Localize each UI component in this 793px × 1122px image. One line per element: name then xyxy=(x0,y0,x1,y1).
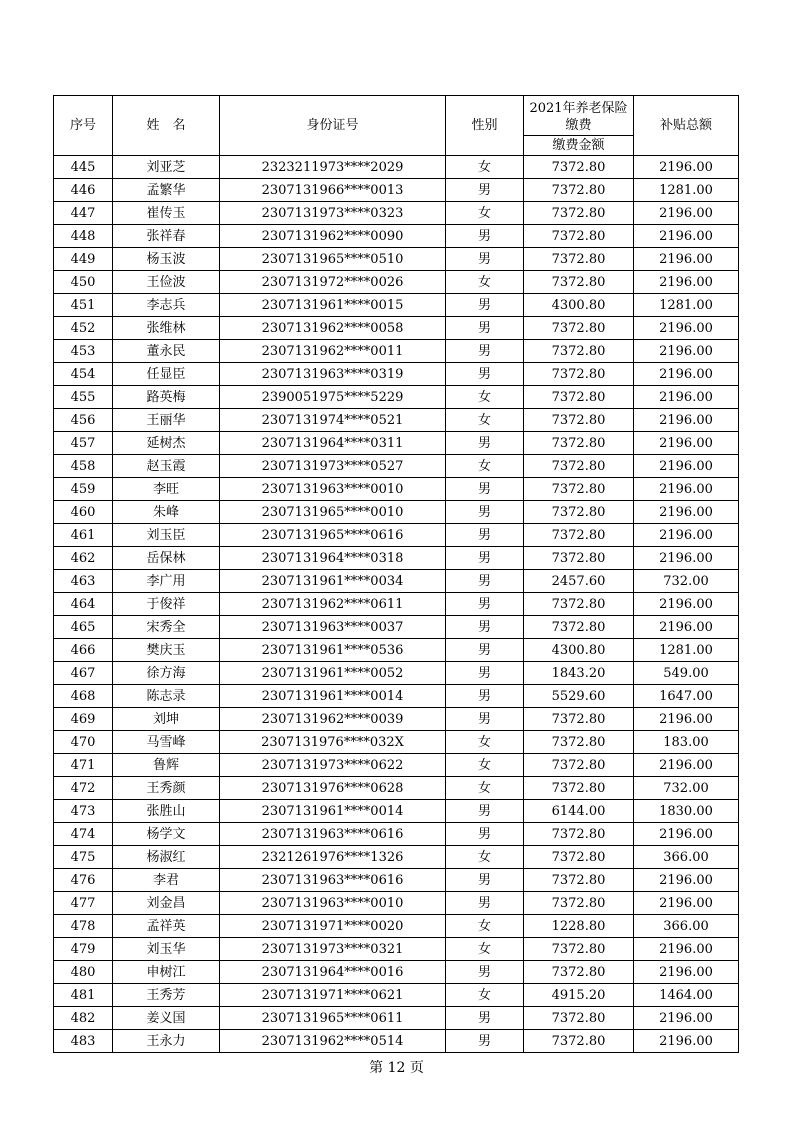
cell-gender: 男 xyxy=(446,501,524,524)
cell-gender: 男 xyxy=(446,639,524,662)
cell-seq: 454 xyxy=(54,363,113,386)
table-row xyxy=(54,777,739,800)
cell-name: 陈志录 xyxy=(113,685,220,708)
cell-payment-amount: 7372.80 xyxy=(524,524,634,547)
cell-payment-amount: 7372.80 xyxy=(524,616,634,639)
cell-id-number: 2307131973****0527 xyxy=(220,455,446,478)
cell-id-number: 2307131963****0616 xyxy=(220,869,446,892)
cell-gender: 男 xyxy=(446,685,524,708)
cell-payment-amount: 2457.60 xyxy=(524,570,634,593)
table-row xyxy=(54,961,739,984)
table-row xyxy=(54,754,739,777)
cell-id-number: 2307131963****0010 xyxy=(220,892,446,915)
cell-gender: 男 xyxy=(446,225,524,248)
cell-gender: 男 xyxy=(446,708,524,731)
cell-payment-amount: 6144.00 xyxy=(524,800,634,823)
cell-id-number: 2321261976****1326 xyxy=(220,846,446,869)
table-row xyxy=(54,317,739,340)
cell-subsidy-total: 2196.00 xyxy=(634,708,739,731)
cell-gender: 男 xyxy=(446,317,524,340)
cell-payment-amount: 7372.80 xyxy=(524,432,634,455)
cell-subsidy-total: 2196.00 xyxy=(634,317,739,340)
cell-payment-amount: 7372.80 xyxy=(524,1030,634,1053)
cell-seq: 464 xyxy=(54,593,113,616)
cell-seq: 465 xyxy=(54,616,113,639)
cell-payment-amount: 7372.80 xyxy=(524,340,634,363)
cell-gender: 男 xyxy=(446,478,524,501)
cell-gender: 男 xyxy=(446,179,524,202)
cell-id-number: 2307131965****0611 xyxy=(220,1007,446,1030)
cell-seq: 461 xyxy=(54,524,113,547)
cell-subsidy-total: 1464.00 xyxy=(634,984,739,1007)
cell-name: 董永民 xyxy=(113,340,220,363)
cell-seq: 457 xyxy=(54,432,113,455)
cell-id-number: 2307131963****0319 xyxy=(220,363,446,386)
cell-name: 孟繁华 xyxy=(113,179,220,202)
cell-payment-amount: 1228.80 xyxy=(524,915,634,938)
cell-subsidy-total: 2196.00 xyxy=(634,938,739,961)
cell-name: 朱峰 xyxy=(113,501,220,524)
cell-id-number: 2307131963****0616 xyxy=(220,823,446,846)
table-row xyxy=(54,593,739,616)
header-payment-amount: 缴费金额 xyxy=(524,136,634,156)
table-row xyxy=(54,156,739,179)
cell-name: 樊庆玉 xyxy=(113,639,220,662)
cell-payment-amount: 7372.80 xyxy=(524,777,634,800)
cell-subsidy-total: 366.00 xyxy=(634,846,739,869)
cell-id-number: 2307131964****0318 xyxy=(220,547,446,570)
cell-gender: 男 xyxy=(446,248,524,271)
cell-id-number: 2307131965****0616 xyxy=(220,524,446,547)
cell-subsidy-total: 549.00 xyxy=(634,662,739,685)
cell-subsidy-total: 2196.00 xyxy=(634,1030,739,1053)
cell-subsidy-total: 2196.00 xyxy=(634,386,739,409)
cell-id-number: 2307131961****0014 xyxy=(220,800,446,823)
cell-gender: 女 xyxy=(446,777,524,800)
cell-subsidy-total: 183.00 xyxy=(634,731,739,754)
table-row xyxy=(54,455,739,478)
cell-id-number: 2307131962****0058 xyxy=(220,317,446,340)
cell-subsidy-total: 2196.00 xyxy=(634,961,739,984)
cell-seq: 458 xyxy=(54,455,113,478)
cell-id-number: 2307131962****0011 xyxy=(220,340,446,363)
cell-id-number: 2307131961****0052 xyxy=(220,662,446,685)
cell-name: 徐方海 xyxy=(113,662,220,685)
cell-seq: 477 xyxy=(54,892,113,915)
cell-id-number: 2307131965****0010 xyxy=(220,501,446,524)
cell-subsidy-total: 2196.00 xyxy=(634,202,739,225)
cell-name: 李广用 xyxy=(113,570,220,593)
cell-subsidy-total: 2196.00 xyxy=(634,225,739,248)
cell-subsidy-total: 1281.00 xyxy=(634,294,739,317)
cell-gender: 男 xyxy=(446,616,524,639)
cell-payment-amount: 7372.80 xyxy=(524,501,634,524)
cell-id-number: 2307131973****0323 xyxy=(220,202,446,225)
cell-id-number: 2307131973****0321 xyxy=(220,938,446,961)
cell-gender: 女 xyxy=(446,156,524,179)
cell-subsidy-total: 2196.00 xyxy=(634,547,739,570)
table-row xyxy=(54,1030,739,1053)
cell-name: 任显臣 xyxy=(113,363,220,386)
cell-payment-amount: 7372.80 xyxy=(524,731,634,754)
cell-name: 杨玉波 xyxy=(113,248,220,271)
table-row xyxy=(54,616,739,639)
cell-seq: 468 xyxy=(54,685,113,708)
cell-gender: 男 xyxy=(446,662,524,685)
cell-payment-amount: 7372.80 xyxy=(524,363,634,386)
table-row xyxy=(54,271,739,294)
cell-name: 刘金昌 xyxy=(113,892,220,915)
cell-gender: 男 xyxy=(446,823,524,846)
cell-name: 杨淑红 xyxy=(113,846,220,869)
cell-subsidy-total: 2196.00 xyxy=(634,823,739,846)
cell-subsidy-total: 2196.00 xyxy=(634,754,739,777)
cell-subsidy-total: 2196.00 xyxy=(634,271,739,294)
cell-gender: 男 xyxy=(446,340,524,363)
cell-seq: 482 xyxy=(54,1007,113,1030)
cell-gender: 男 xyxy=(446,1030,524,1053)
cell-name: 宋秀全 xyxy=(113,616,220,639)
table-row xyxy=(54,708,739,731)
cell-id-number: 2307131963****0010 xyxy=(220,478,446,501)
cell-payment-amount: 7372.80 xyxy=(524,478,634,501)
cell-id-number: 2307131965****0510 xyxy=(220,248,446,271)
cell-id-number: 2307131961****0014 xyxy=(220,685,446,708)
cell-seq: 450 xyxy=(54,271,113,294)
cell-id-number: 2307131976****032X xyxy=(220,731,446,754)
table-body xyxy=(54,156,739,1053)
cell-payment-amount: 7372.80 xyxy=(524,593,634,616)
cell-name: 申树江 xyxy=(113,961,220,984)
table-row xyxy=(54,869,739,892)
cell-payment-amount: 7372.80 xyxy=(524,547,634,570)
cell-name: 李旺 xyxy=(113,478,220,501)
cell-seq: 448 xyxy=(54,225,113,248)
cell-seq: 456 xyxy=(54,409,113,432)
cell-gender: 女 xyxy=(446,455,524,478)
cell-subsidy-total: 2196.00 xyxy=(634,524,739,547)
cell-id-number: 2307131962****0039 xyxy=(220,708,446,731)
cell-subsidy-total: 2196.00 xyxy=(634,455,739,478)
cell-id-number: 2307131964****0311 xyxy=(220,432,446,455)
cell-name: 赵玉霞 xyxy=(113,455,220,478)
cell-seq: 455 xyxy=(54,386,113,409)
cell-name: 李君 xyxy=(113,869,220,892)
cell-payment-amount: 7372.80 xyxy=(524,754,634,777)
cell-subsidy-total: 2196.00 xyxy=(634,363,739,386)
cell-seq: 476 xyxy=(54,869,113,892)
cell-name: 刘玉臣 xyxy=(113,524,220,547)
table-row xyxy=(54,340,739,363)
cell-seq: 467 xyxy=(54,662,113,685)
table-row xyxy=(54,731,739,754)
cell-payment-amount: 7372.80 xyxy=(524,1007,634,1030)
header-subsidy-total: 补贴总额 xyxy=(634,96,739,156)
cell-seq: 447 xyxy=(54,202,113,225)
table-row xyxy=(54,846,739,869)
cell-name: 刘坤 xyxy=(113,708,220,731)
cell-subsidy-total: 2196.00 xyxy=(634,432,739,455)
cell-subsidy-total: 1647.00 xyxy=(634,685,739,708)
cell-seq: 470 xyxy=(54,731,113,754)
cell-id-number: 2307131971****0621 xyxy=(220,984,446,1007)
cell-subsidy-total: 1281.00 xyxy=(634,179,739,202)
cell-id-number: 2390051975****5229 xyxy=(220,386,446,409)
cell-id-number: 2307131963****0037 xyxy=(220,616,446,639)
cell-seq: 452 xyxy=(54,317,113,340)
table-row xyxy=(54,685,739,708)
subsidy-roster-table xyxy=(53,95,739,1053)
cell-payment-amount: 7372.80 xyxy=(524,708,634,731)
header-seq: 序号 xyxy=(54,96,113,156)
cell-payment-amount: 1843.20 xyxy=(524,662,634,685)
cell-name: 王秀芳 xyxy=(113,984,220,1007)
table-row xyxy=(54,501,739,524)
cell-gender: 男 xyxy=(446,432,524,455)
table-row xyxy=(54,524,739,547)
cell-gender: 女 xyxy=(446,386,524,409)
cell-seq: 479 xyxy=(54,938,113,961)
cell-payment-amount: 7372.80 xyxy=(524,892,634,915)
header-gender: 性别 xyxy=(446,96,524,156)
cell-subsidy-total: 1830.00 xyxy=(634,800,739,823)
cell-gender: 男 xyxy=(446,1007,524,1030)
cell-payment-amount: 7372.80 xyxy=(524,386,634,409)
cell-id-number: 2307131966****0013 xyxy=(220,179,446,202)
cell-subsidy-total: 2196.00 xyxy=(634,1007,739,1030)
table-row xyxy=(54,1007,739,1030)
cell-id-number: 2307131961****0015 xyxy=(220,294,446,317)
cell-seq: 462 xyxy=(54,547,113,570)
cell-id-number: 2307131962****0514 xyxy=(220,1030,446,1053)
cell-payment-amount: 7372.80 xyxy=(524,271,634,294)
table-row xyxy=(54,202,739,225)
cell-seq: 481 xyxy=(54,984,113,1007)
cell-name: 孟祥英 xyxy=(113,915,220,938)
cell-seq: 463 xyxy=(54,570,113,593)
cell-subsidy-total: 2196.00 xyxy=(634,478,739,501)
cell-subsidy-total: 2196.00 xyxy=(634,616,739,639)
cell-seq: 460 xyxy=(54,501,113,524)
cell-payment-amount: 4300.80 xyxy=(524,639,634,662)
table-header xyxy=(54,96,739,156)
cell-subsidy-total: 366.00 xyxy=(634,915,739,938)
table-row xyxy=(54,800,739,823)
table-row xyxy=(54,984,739,1007)
cell-gender: 男 xyxy=(446,363,524,386)
cell-name: 杨学文 xyxy=(113,823,220,846)
cell-name: 于俊祥 xyxy=(113,593,220,616)
cell-gender: 男 xyxy=(446,593,524,616)
cell-seq: 453 xyxy=(54,340,113,363)
table-row xyxy=(54,409,739,432)
cell-gender: 女 xyxy=(446,754,524,777)
cell-payment-amount: 7372.80 xyxy=(524,248,634,271)
cell-seq: 475 xyxy=(54,846,113,869)
cell-gender: 男 xyxy=(446,800,524,823)
table-row xyxy=(54,639,739,662)
cell-id-number: 2307131976****0628 xyxy=(220,777,446,800)
cell-name: 张祥春 xyxy=(113,225,220,248)
cell-id-number: 2307131961****0034 xyxy=(220,570,446,593)
table-row xyxy=(54,915,739,938)
cell-gender: 男 xyxy=(446,892,524,915)
cell-subsidy-total: 2196.00 xyxy=(634,409,739,432)
cell-payment-amount: 4300.80 xyxy=(524,294,634,317)
cell-gender: 女 xyxy=(446,202,524,225)
cell-name: 张维林 xyxy=(113,317,220,340)
cell-seq: 483 xyxy=(54,1030,113,1053)
cell-id-number: 2307131971****0020 xyxy=(220,915,446,938)
cell-name: 鲁辉 xyxy=(113,754,220,777)
header-id-number: 身份证号 xyxy=(220,96,446,156)
cell-name: 王丽华 xyxy=(113,409,220,432)
cell-gender: 女 xyxy=(446,915,524,938)
cell-payment-amount: 7372.80 xyxy=(524,156,634,179)
cell-seq: 469 xyxy=(54,708,113,731)
cell-subsidy-total: 1281.00 xyxy=(634,639,739,662)
cell-name: 马雪峰 xyxy=(113,731,220,754)
cell-seq: 449 xyxy=(54,248,113,271)
cell-subsidy-total: 732.00 xyxy=(634,777,739,800)
cell-name: 李志兵 xyxy=(113,294,220,317)
cell-gender: 男 xyxy=(446,294,524,317)
table-row xyxy=(54,570,739,593)
cell-payment-amount: 7372.80 xyxy=(524,202,634,225)
cell-payment-amount: 7372.80 xyxy=(524,869,634,892)
cell-payment-amount: 7372.80 xyxy=(524,317,634,340)
cell-id-number: 2307131962****0611 xyxy=(220,593,446,616)
cell-subsidy-total: 2196.00 xyxy=(634,869,739,892)
cell-name: 刘亚芝 xyxy=(113,156,220,179)
cell-id-number: 2307131972****0026 xyxy=(220,271,446,294)
cell-name: 王永力 xyxy=(113,1030,220,1053)
table-row xyxy=(54,294,739,317)
cell-seq: 446 xyxy=(54,179,113,202)
table-row xyxy=(54,363,739,386)
cell-subsidy-total: 2196.00 xyxy=(634,248,739,271)
cell-seq: 473 xyxy=(54,800,113,823)
cell-payment-amount: 7372.80 xyxy=(524,179,634,202)
cell-gender: 男 xyxy=(446,961,524,984)
cell-id-number: 2323211973****2029 xyxy=(220,156,446,179)
cell-name: 张胜山 xyxy=(113,800,220,823)
cell-gender: 男 xyxy=(446,869,524,892)
cell-subsidy-total: 2196.00 xyxy=(634,340,739,363)
header-name: 姓 名 xyxy=(113,96,220,156)
cell-payment-amount: 4915.20 xyxy=(524,984,634,1007)
cell-gender: 女 xyxy=(446,984,524,1007)
cell-payment-amount: 7372.80 xyxy=(524,961,634,984)
cell-payment-amount: 7372.80 xyxy=(524,409,634,432)
cell-gender: 男 xyxy=(446,524,524,547)
cell-id-number: 2307131973****0622 xyxy=(220,754,446,777)
table-row xyxy=(54,386,739,409)
cell-name: 刘玉华 xyxy=(113,938,220,961)
page-number: 第 12 页 xyxy=(369,1060,424,1076)
cell-gender: 女 xyxy=(446,409,524,432)
cell-name: 王秀颜 xyxy=(113,777,220,800)
cell-name: 崔传玉 xyxy=(113,202,220,225)
cell-gender: 女 xyxy=(446,271,524,294)
table-row xyxy=(54,248,739,271)
cell-payment-amount: 7372.80 xyxy=(524,823,634,846)
table-row xyxy=(54,823,739,846)
cell-seq: 459 xyxy=(54,478,113,501)
cell-name: 岳保林 xyxy=(113,547,220,570)
cell-seq: 471 xyxy=(54,754,113,777)
cell-payment-amount: 7372.80 xyxy=(524,225,634,248)
table-row xyxy=(54,179,739,202)
table-row xyxy=(54,478,739,501)
cell-gender: 女 xyxy=(446,938,524,961)
cell-gender: 男 xyxy=(446,547,524,570)
cell-name: 路英梅 xyxy=(113,386,220,409)
cell-seq: 451 xyxy=(54,294,113,317)
table-row xyxy=(54,662,739,685)
table-row xyxy=(54,547,739,570)
table-row xyxy=(54,892,739,915)
header-payment-year: 2021年养老保险缴费 xyxy=(524,96,634,136)
table-row xyxy=(54,432,739,455)
cell-seq: 474 xyxy=(54,823,113,846)
cell-seq: 480 xyxy=(54,961,113,984)
cell-name: 王俭波 xyxy=(113,271,220,294)
cell-payment-amount: 7372.80 xyxy=(524,846,634,869)
cell-id-number: 2307131964****0016 xyxy=(220,961,446,984)
cell-name: 延树杰 xyxy=(113,432,220,455)
cell-subsidy-total: 2196.00 xyxy=(634,892,739,915)
table-row xyxy=(54,938,739,961)
cell-subsidy-total: 732.00 xyxy=(634,570,739,593)
cell-id-number: 2307131974****0521 xyxy=(220,409,446,432)
table-row xyxy=(54,225,739,248)
cell-seq: 478 xyxy=(54,915,113,938)
cell-gender: 女 xyxy=(446,846,524,869)
cell-seq: 445 xyxy=(54,156,113,179)
cell-gender: 男 xyxy=(446,570,524,593)
cell-subsidy-total: 2196.00 xyxy=(634,501,739,524)
cell-subsidy-total: 2196.00 xyxy=(634,593,739,616)
cell-payment-amount: 7372.80 xyxy=(524,455,634,478)
cell-payment-amount: 7372.80 xyxy=(524,938,634,961)
cell-seq: 466 xyxy=(54,639,113,662)
cell-name: 姜义国 xyxy=(113,1007,220,1030)
cell-seq: 472 xyxy=(54,777,113,800)
cell-gender: 女 xyxy=(446,731,524,754)
cell-id-number: 2307131961****0536 xyxy=(220,639,446,662)
cell-payment-amount: 5529.60 xyxy=(524,685,634,708)
cell-id-number: 2307131962****0090 xyxy=(220,225,446,248)
cell-subsidy-total: 2196.00 xyxy=(634,156,739,179)
